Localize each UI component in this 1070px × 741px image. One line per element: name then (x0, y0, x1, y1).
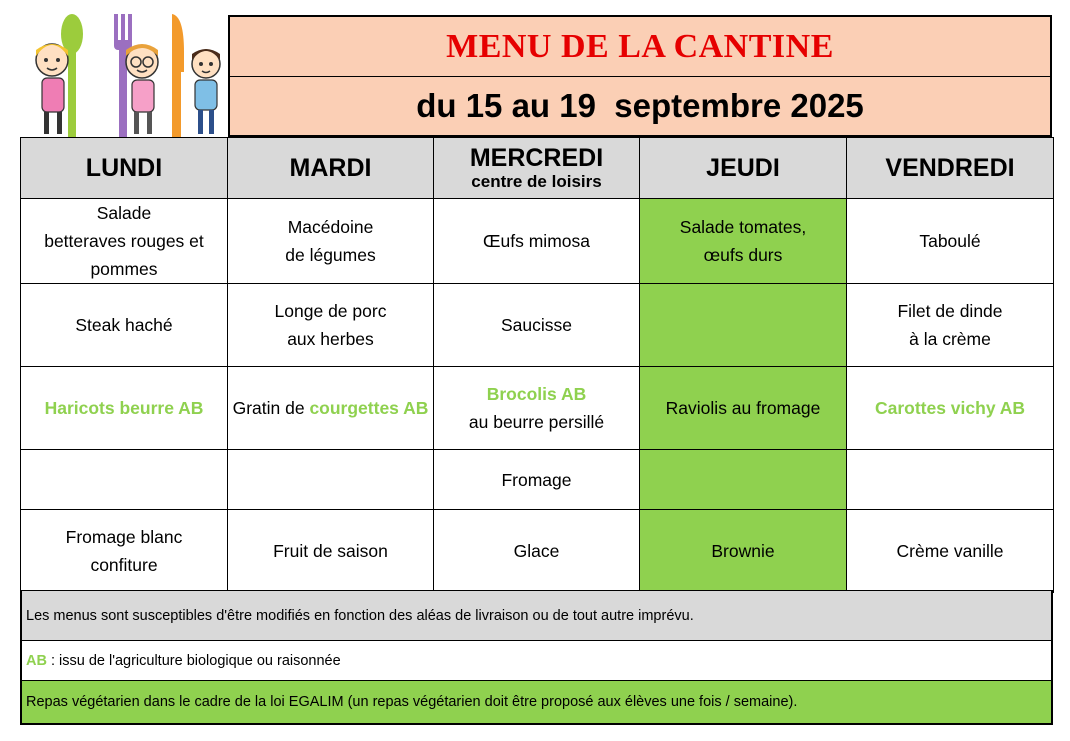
main-lundi: Steak haché (21, 284, 228, 367)
menu-notes (20, 590, 1053, 725)
main-mardi: Longe de porc aux herbes (228, 284, 434, 367)
dessert-mercredi: Glace (434, 510, 640, 593)
cheese-row (21, 450, 1054, 510)
starter-mercredi: Œufs mimosa (434, 199, 640, 284)
dessert-jeudi: Brownie (640, 510, 847, 593)
main-vendredi: Filet de dinde à la crème (847, 284, 1054, 367)
main-row (21, 284, 1054, 367)
day-header-vendredi: VENDREDI (847, 138, 1054, 199)
starter-lundi: Salade betteraves rouges et pommes (21, 199, 228, 284)
vegetarian-note: Repas végétarien dans le cadre de la loi EGALIM (un repas végétarien doit être proposé aux élèves une fois / semaine). (22, 681, 1051, 723)
changes-note: Les menus sont susceptibles d'être modifiés en fonction des aléas de livraison ou de tout autre imprévu. (22, 591, 1051, 641)
ab-text: : issu de l'agriculture biologique ou raisonnée (50, 652, 341, 669)
side-jeudi: Raviolis au fromage (640, 367, 847, 450)
title-row (230, 17, 1050, 77)
cheese-vendredi (847, 450, 1054, 510)
main-mercredi: Saucisse (434, 284, 640, 367)
starter-vendredi: Taboulé (847, 199, 1054, 284)
child-boy-glasses-icon (126, 44, 158, 134)
day-note: centre de loisirs (471, 172, 602, 191)
ab-label: AB (26, 652, 47, 669)
dessert-mardi: Fruit de saison (228, 510, 434, 593)
days-header-row (21, 138, 1054, 199)
cheese-mercredi: Fromage (434, 450, 640, 510)
day-name: MERCREDI (469, 144, 604, 172)
starter-row (21, 199, 1054, 284)
starter-mardi: Macédoine de légumes (228, 199, 434, 284)
day-header-mercredi (434, 138, 640, 199)
child-icon (192, 49, 220, 134)
cheese-mardi (228, 450, 434, 510)
dessert-vendredi: Crème vanille (847, 510, 1054, 593)
child-girl-icon (36, 44, 68, 134)
main-jeudi (640, 284, 847, 367)
page-title: MENU DE LA CANTINE (446, 27, 834, 65)
knife-icon (172, 14, 184, 138)
side-lundi: Haricots beurre AB (21, 367, 228, 450)
side-row (21, 367, 1054, 450)
weekly-menu-table (20, 137, 1054, 593)
children-cutlery-logo (22, 12, 222, 138)
cheese-lundi (21, 450, 228, 510)
cheese-jeudi (640, 450, 847, 510)
ab-legend (22, 641, 1051, 681)
date-row (230, 77, 1050, 135)
spoon-icon (61, 14, 83, 138)
dessert-row (21, 510, 1054, 593)
dessert-lundi: Fromage blanc confiture (21, 510, 228, 593)
day-header-mardi: MARDI (228, 138, 434, 199)
day-header-lundi: LUNDI (21, 138, 228, 199)
side-vendredi: Carottes vichy AB (847, 367, 1054, 450)
side-mardi: Gratin de courgettes AB (228, 367, 434, 450)
starter-jeudi: Salade tomates, œufs durs (640, 199, 847, 284)
menu-header (228, 15, 1052, 137)
side-mercredi: Brocolis AB au beurre persillé (434, 367, 640, 450)
date-range: du 15 au 19 septembre 2025 (416, 87, 864, 124)
fork-icon (114, 14, 132, 138)
day-header-jeudi: JEUDI (640, 138, 847, 199)
